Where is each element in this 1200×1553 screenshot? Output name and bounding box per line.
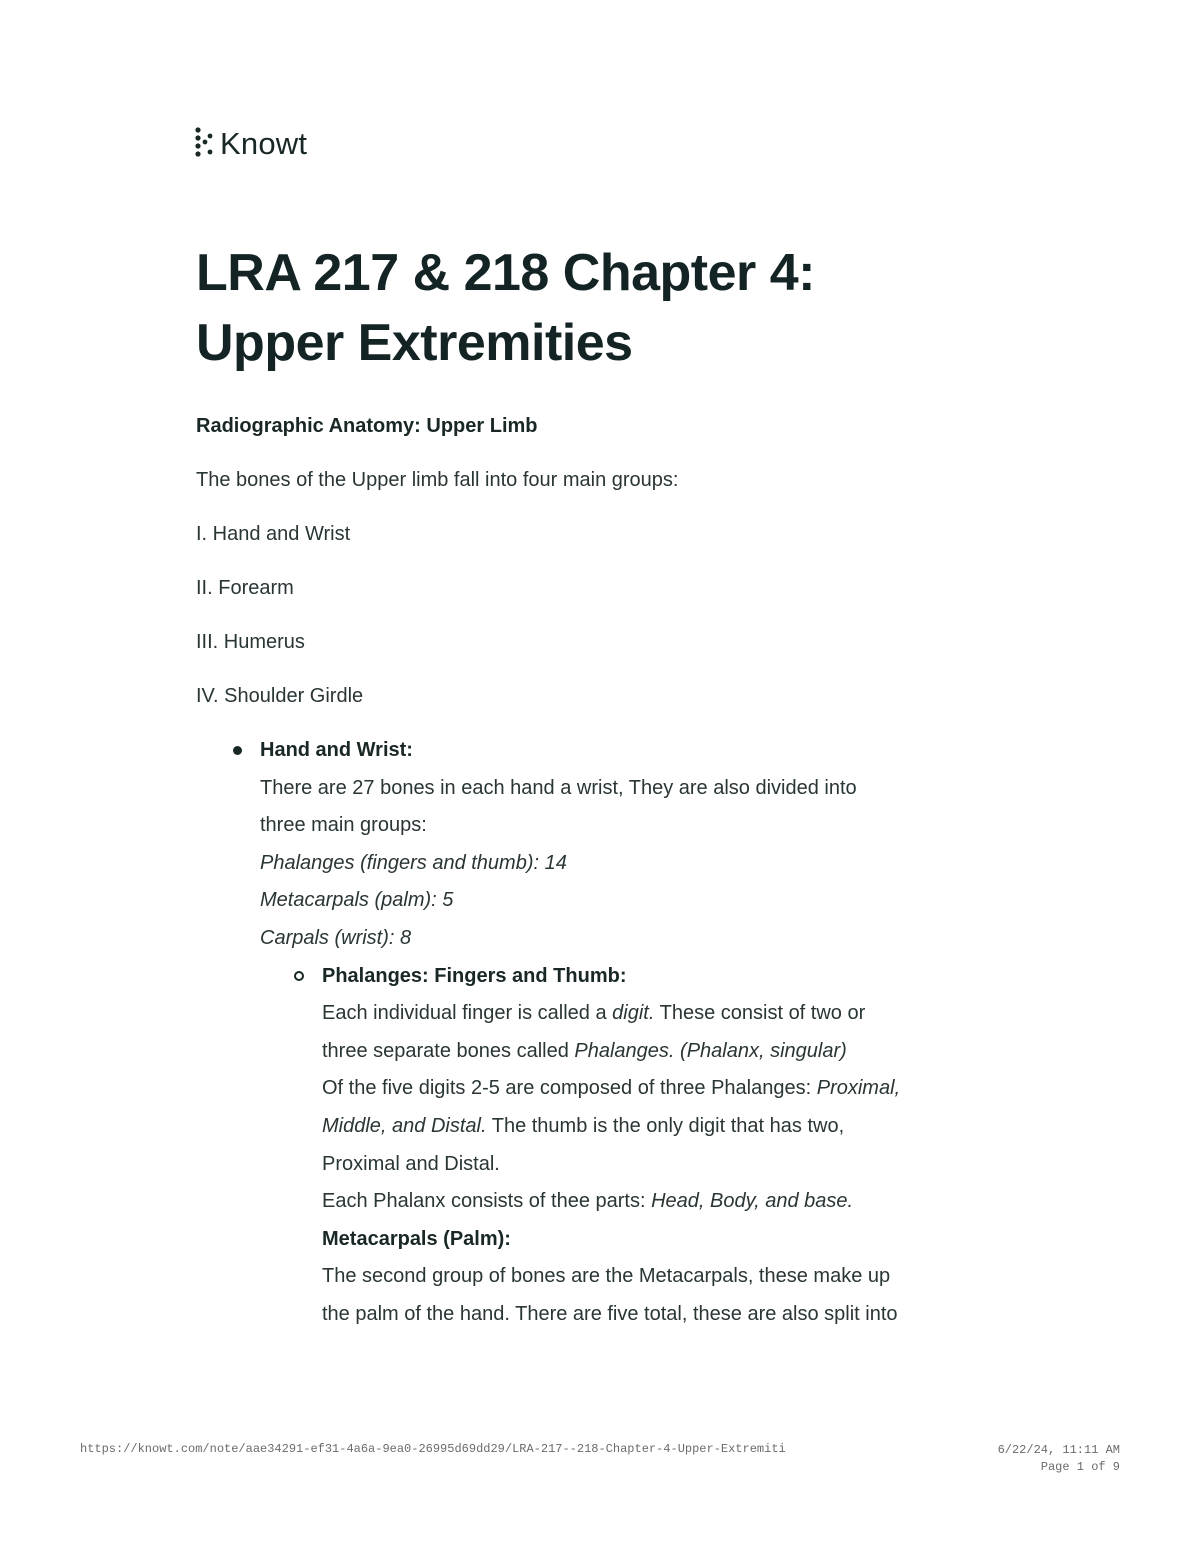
logo-text: Knowt (220, 126, 308, 161)
group-item: III. Humerus (196, 631, 305, 653)
hand-wrist-list-item (196, 732, 1016, 1334)
hand-wrist-text: three main groups: (260, 814, 427, 837)
hand-wrist-carpals: Carpals (wrist): 8 (260, 926, 412, 949)
footer-datetime: 6/22/24, 11:11 AM (997, 1443, 1120, 1457)
metacarpals-text: The second group of bones are the Metacarpals, these make up (322, 1265, 891, 1288)
metacarpals-text: the palm of the hand. There are five total, these are also split into (322, 1302, 898, 1325)
title-line-1: LRA 217 & 218 Chapter 4: (196, 244, 815, 302)
hand-wrist-heading: Hand and Wrist: (260, 739, 413, 761)
section-heading: Radiographic Anatomy: Upper Limb (196, 415, 538, 437)
document-body (196, 408, 1016, 1334)
phalanges-text: Of the five digits 2-5 are composed of three Phalanges: Proximal, (322, 1077, 901, 1100)
page-title (196, 238, 815, 378)
hand-wrist-text: There are 27 bones in each hand a wrist, They are also divided into (260, 776, 857, 799)
phalanges-text: Proximal and Distal. (322, 1152, 500, 1175)
phalanges-text: Middle, and Distal. The thumb is the only digit that has two, (322, 1114, 845, 1137)
footer-meta (998, 1442, 1120, 1476)
group-item: II. Forearm (196, 577, 294, 599)
bullet-icon (233, 746, 242, 755)
phalanges-list-item (260, 958, 1016, 1334)
phalanges-text: three separate bones called Phalanges. (Phalanx, singular) (322, 1039, 847, 1062)
intro-text: The bones of the Upper limb fall into four main groups: (196, 469, 679, 491)
footer-page-number: Page 1 of 9 (1040, 1460, 1120, 1474)
group-item: I. Hand and Wrist (196, 523, 351, 545)
knowt-logo (194, 124, 307, 164)
hand-wrist-phalanges: Phalanges (fingers and thumb): 14 (260, 851, 567, 874)
group-item: IV. Shoulder Girdle (196, 685, 364, 707)
phalanges-heading: Phalanges: Fingers and Thumb: (322, 964, 627, 987)
phalanges-text: Each Phalanx consists of thee parts: Head, Body, and base. (322, 1190, 854, 1213)
knowt-logo-icon (194, 126, 214, 162)
footer-url: https://knowt.com/note/aae34291-ef31-4a6a-9ea0-26995d69dd29/LRA-217--218-Chapter-4-Upper-Extremiti (80, 1442, 786, 1456)
hand-wrist-metacarpals: Metacarpals (palm): 5 (260, 889, 454, 912)
metacarpals-heading: Metacarpals (Palm): (322, 1227, 511, 1250)
title-line-2: Upper Extremities (196, 314, 633, 372)
sub-bullet-icon (294, 971, 304, 981)
phalanges-text: Each individual finger is called a digit. These consist of two or (322, 1002, 866, 1025)
